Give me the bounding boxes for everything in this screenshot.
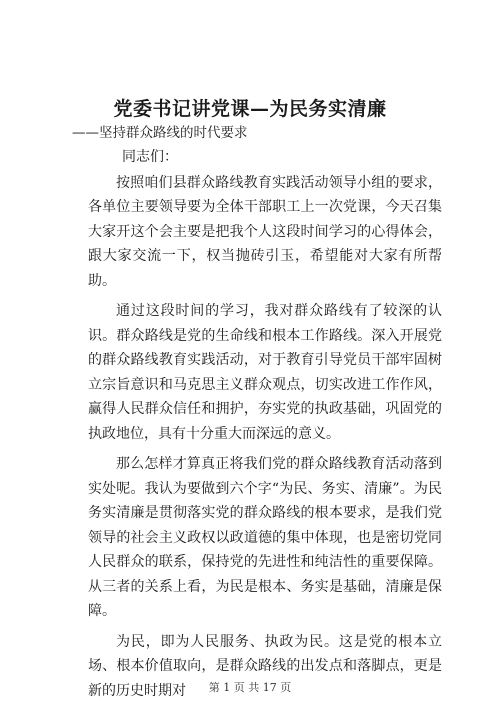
paragraph: 那么怎样才算真正将我们党的群众路线教育活动落到实处呢。我认为要做到六个字“为民、务实、清廉”。为民务实清廉是贯彻落实党的群众路线的根本要求，是我们党领导的社会主义政权以政道德的集中体现，也是密切党同人民群众的联系，保持党的先进性和纯洁性的重要保障。从三者的关系上看，为民是根本、务实是基础，清廉是保障。 — [88, 456, 442, 619]
paragraph: 通过这段时间的学习，我对群众路线有了较深的认识。群众路线是党的生命线和根本工作路线。深入开展党的群众路线教育实践活动，对于教育引导党员干部牢固树立宗旨意识和马克思主义群众观点，切实改进工作作风，赢得人民群众信任和拥护，夯实党的执政基础，巩固党的执政地位，具有十分重大而深远的意义。 — [88, 303, 442, 442]
document-body — [88, 145, 442, 709]
document-title: 党委书记讲党课—为民务实清廉 — [113, 98, 387, 120]
paragraph: 按照咱们县群众路线教育实践活动领导小组的要求，各单位主要领导要为全体干部职工上一次党课，今天召集大家开这个会主要是把我个人这段时间学习的心得体会，跟大家交流一下，权当抛砖引玉，希望能对大家有所帮助。 — [88, 174, 442, 289]
page-number-footer: 第 1 页 共 17 页 — [208, 681, 292, 694]
salutation: 同志们： — [122, 149, 178, 165]
paragraph: 为民，即为人民服务、执政为民。这是党的根本立场、根本价值取向，是群众路线的出发点和落脚点，更是新的历史时期对 — [88, 633, 442, 699]
document-subtitle: ——坚持群众路线的时代要求 — [72, 125, 248, 141]
